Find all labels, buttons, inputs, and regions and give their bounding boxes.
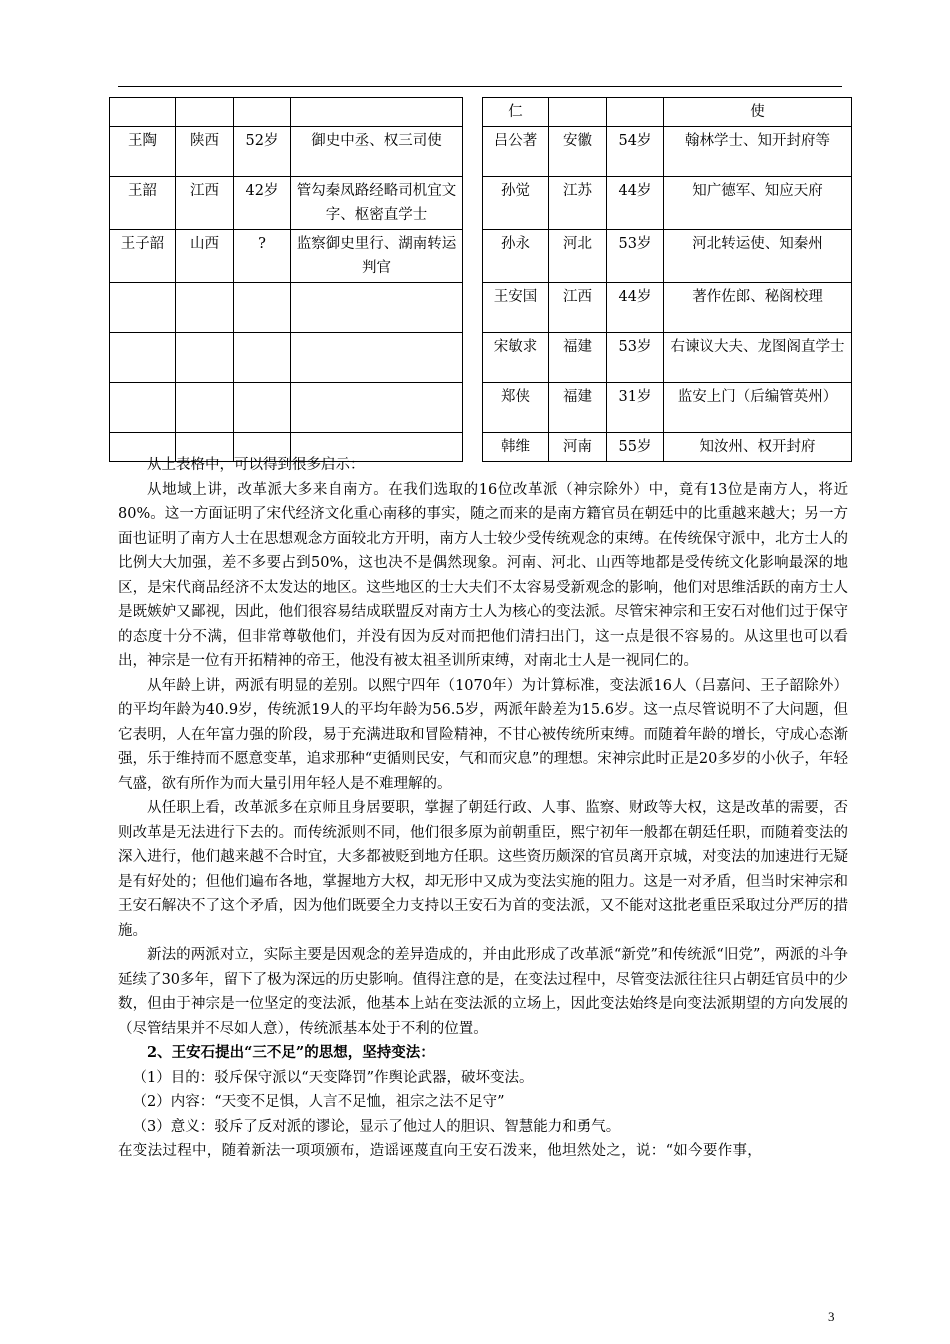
table-cell bbox=[176, 333, 234, 383]
table-gap bbox=[463, 283, 483, 333]
table-cell: 52岁 bbox=[234, 127, 291, 177]
table-cell: 44岁 bbox=[607, 177, 664, 230]
table-gap bbox=[463, 177, 483, 230]
table-row bbox=[110, 127, 852, 177]
table-cell: 江西 bbox=[176, 177, 234, 230]
table-cell bbox=[291, 98, 463, 127]
list-item: （1）目的：驳斥保守派以“天变降罚”作舆论武器，破坏变法。 bbox=[132, 1069, 534, 1086]
header-rule bbox=[118, 86, 842, 87]
table-cell bbox=[110, 283, 176, 333]
table-cell: 著作佐郎、秘阁校理 bbox=[664, 283, 852, 333]
section-heading: 2、王安石提出“三不足”的思想，坚持变法： bbox=[147, 1044, 435, 1061]
table-cell: 福建 bbox=[549, 383, 607, 433]
table-row bbox=[110, 177, 852, 230]
table-cell: ? bbox=[234, 230, 291, 283]
page-number: 3 bbox=[828, 1309, 835, 1324]
table-gap bbox=[463, 98, 483, 127]
table-cell: 御史中丞、权三司使 bbox=[291, 127, 463, 177]
table-cell: 河北 bbox=[549, 230, 607, 283]
table-cell bbox=[234, 333, 291, 383]
table-cell bbox=[291, 383, 463, 433]
table-cell: 江西 bbox=[549, 283, 607, 333]
table-cell bbox=[110, 333, 176, 383]
table-cell: 王安国 bbox=[483, 283, 549, 333]
table-cell: 福建 bbox=[549, 333, 607, 383]
table-cell: 吕公著 bbox=[483, 127, 549, 177]
table-cell bbox=[234, 283, 291, 333]
table-cell: 孙永 bbox=[483, 230, 549, 283]
paragraph: 从任职上看，改革派多在京师且身居要职，掌握了朝廷行政、人事、监察、财政等大权，这是改革的需要，否则改革是无法进行下去的。而传统派则不同，他们很多原为前朝重臣，熙宁初年一般都在朝廷任职，而随着变法的深入进行，他们越来越不合时宜，大多都被贬到地方任职。这些资历颇深的官员离开京城，对变法的加速进行无疑是有好处的；但他们遍布各地，掌握地方大权，却无形中又成为变法实施的阻力。这是一对矛盾，但当时宋神宗和王安石解决不了这个矛盾，因为他们既要全力支持以王安石为首的变法派，又不能对这批老重臣采取过分严厉的措施。 bbox=[118, 800, 848, 939]
table-row bbox=[110, 383, 852, 433]
table-cell: 监安上门（后编管英州） bbox=[664, 383, 852, 433]
table-cell: 山西 bbox=[176, 230, 234, 283]
table-cell: 右谏议大夫、龙图阁直学士 bbox=[664, 333, 852, 383]
table-row bbox=[110, 98, 852, 127]
table-cell: 韩维 bbox=[483, 433, 549, 462]
table-gap bbox=[463, 383, 483, 433]
table-cell bbox=[176, 98, 234, 127]
list-item: （3）意义：驳斥了反对派的谬论，显示了他过人的胆识、智慧能力和勇气。 bbox=[132, 1118, 621, 1135]
table-cell bbox=[291, 333, 463, 383]
table-cell bbox=[234, 98, 291, 127]
paragraph: 新法的两派对立，实际主要是因观念的差异造成的，并由此形成了改革派“新党”和传统派“旧党”，两派的斗争延续了30多年，留下了极为深远的历史影响。值得注意的是，在变法过程中，尽管变法派往往只占朝廷官员中的少数，但由于神宗是一位坚定的变法派，他基本上站在变法派的立场上，因此变法始终是向变法派期望的方向发展的（尽管结果并不尽如人意），传统派基本处于不利的位置。 bbox=[118, 947, 848, 1037]
table-cell: 王子韶 bbox=[110, 230, 176, 283]
table-cell: 44岁 bbox=[607, 283, 664, 333]
table-row bbox=[110, 230, 852, 283]
table-cell: 安徽 bbox=[549, 127, 607, 177]
table-cell bbox=[607, 98, 664, 127]
table-cell: 王韶 bbox=[110, 177, 176, 230]
table-cell: 55岁 bbox=[607, 433, 664, 462]
table-gap bbox=[463, 230, 483, 283]
list-item: （2）内容：“天变不足惧，人言不足恤，祖宗之法不足守” bbox=[132, 1094, 505, 1110]
table-cell bbox=[176, 383, 234, 433]
table-cell bbox=[234, 383, 291, 433]
table-cell: 监察御史里行、湖南转运判官 bbox=[291, 230, 463, 283]
table-cell bbox=[110, 98, 176, 127]
paragraph: 从地域上讲，改革派大多来自南方。在我们选取的16位改革派（神宗除外）中，竟有13位是南方人，将近80%。这一方面证明了宋代经济文化重心南移的事实，随之而来的是南方籍官员在朝廷中的比重越来越大；另一方面也证明了南方人士在思想观念方面较北方开明，南方人士较少受传统观念的束缚。在传统保守派中，北方士人的比例大大加强，差不多要占到50%，这也决不是偶然现象。河南、河北、山西等地都是受传统文化影响最深的地区，是宋代商品经济不太发达的地区。这些地区的士大夫们不太容易受新观念的影响，他们对思维活跃的南方士人是既嫉妒又鄙视，因此，他们很容易结成联盟反对南方士人为核心的变法派。尽管宋神宗和王安石对他们过于保守的态度十分不满，但非常尊敬他们，并没有因为反对而把他们清扫出门，这一点是很不容易的。从这里也可以看出，神宗是一位有开拓精神的帝王，他没有被太祖圣训所束缚，对南北士人是一视同仁的。 bbox=[118, 481, 848, 669]
table-cell: 53岁 bbox=[607, 230, 664, 283]
table-row bbox=[110, 333, 852, 383]
table-cell: 陕西 bbox=[176, 127, 234, 177]
table-cell: 翰林学士、知开封府等 bbox=[664, 127, 852, 177]
table-cell: 53岁 bbox=[607, 333, 664, 383]
table-cell: 宋敏求 bbox=[483, 333, 549, 383]
table-cell: 郑侠 bbox=[483, 383, 549, 433]
table-gap bbox=[463, 333, 483, 383]
table-cell bbox=[176, 283, 234, 333]
table-cell bbox=[110, 383, 176, 433]
table-row bbox=[110, 283, 852, 333]
table-gap bbox=[463, 127, 483, 177]
table-cell: 54岁 bbox=[607, 127, 664, 177]
table-cell: 管勾秦凤路经略司机宜文字、枢密直学士 bbox=[291, 177, 463, 230]
table-cell: 31岁 bbox=[607, 383, 664, 433]
table-cell: 42岁 bbox=[234, 177, 291, 230]
table-cell bbox=[291, 283, 463, 333]
table-cell: 孙觉 bbox=[483, 177, 549, 230]
paragraph: 从上表格中，可以得到很多启示： bbox=[147, 457, 365, 473]
table-cell bbox=[549, 98, 607, 127]
table-cell: 江苏 bbox=[549, 177, 607, 230]
table-cell: 使 bbox=[664, 98, 852, 127]
table-cell: 知广德军、知应天府 bbox=[664, 177, 852, 230]
table-cell: 王陶 bbox=[110, 127, 176, 177]
table-cell: 河南 bbox=[549, 433, 607, 462]
table-cell: 知汝州、权开封府 bbox=[664, 433, 852, 462]
closing-line: 在变法过程中，随着新法一项项颁布，造谣诬蔑直向王安石泼来，他坦然处之，说：“如今要作事， bbox=[118, 1143, 763, 1159]
reformers-table bbox=[109, 97, 852, 462]
paragraph: 从年龄上讲，两派有明显的差别。以熙宁四年（1070年）为计算标准，变法派16人（吕嘉问、王子韶除外）的平均年龄为40.9岁，传统派19人的平均年龄为56.5岁，两派年龄差为15.6岁。这一点尽管说明不了大问题，但它表明，人在年富力强的阶段，易于充满进取和冒险精神，不甘心被传统所束缚。而随着年龄的增长，守成心态渐强，乐于维持而不愿意变革，追求那种“吏循则民安，气和而灾息”的理想。宋神宗此时正是20多岁的小伙子，年轻气盛，欲有所作为而大量引用年轻人是不难理解的。 bbox=[118, 677, 848, 792]
table-cell: 河北转运使、知秦州 bbox=[664, 230, 852, 283]
body-text bbox=[118, 453, 848, 1164]
table-cell: 仁 bbox=[483, 98, 549, 127]
